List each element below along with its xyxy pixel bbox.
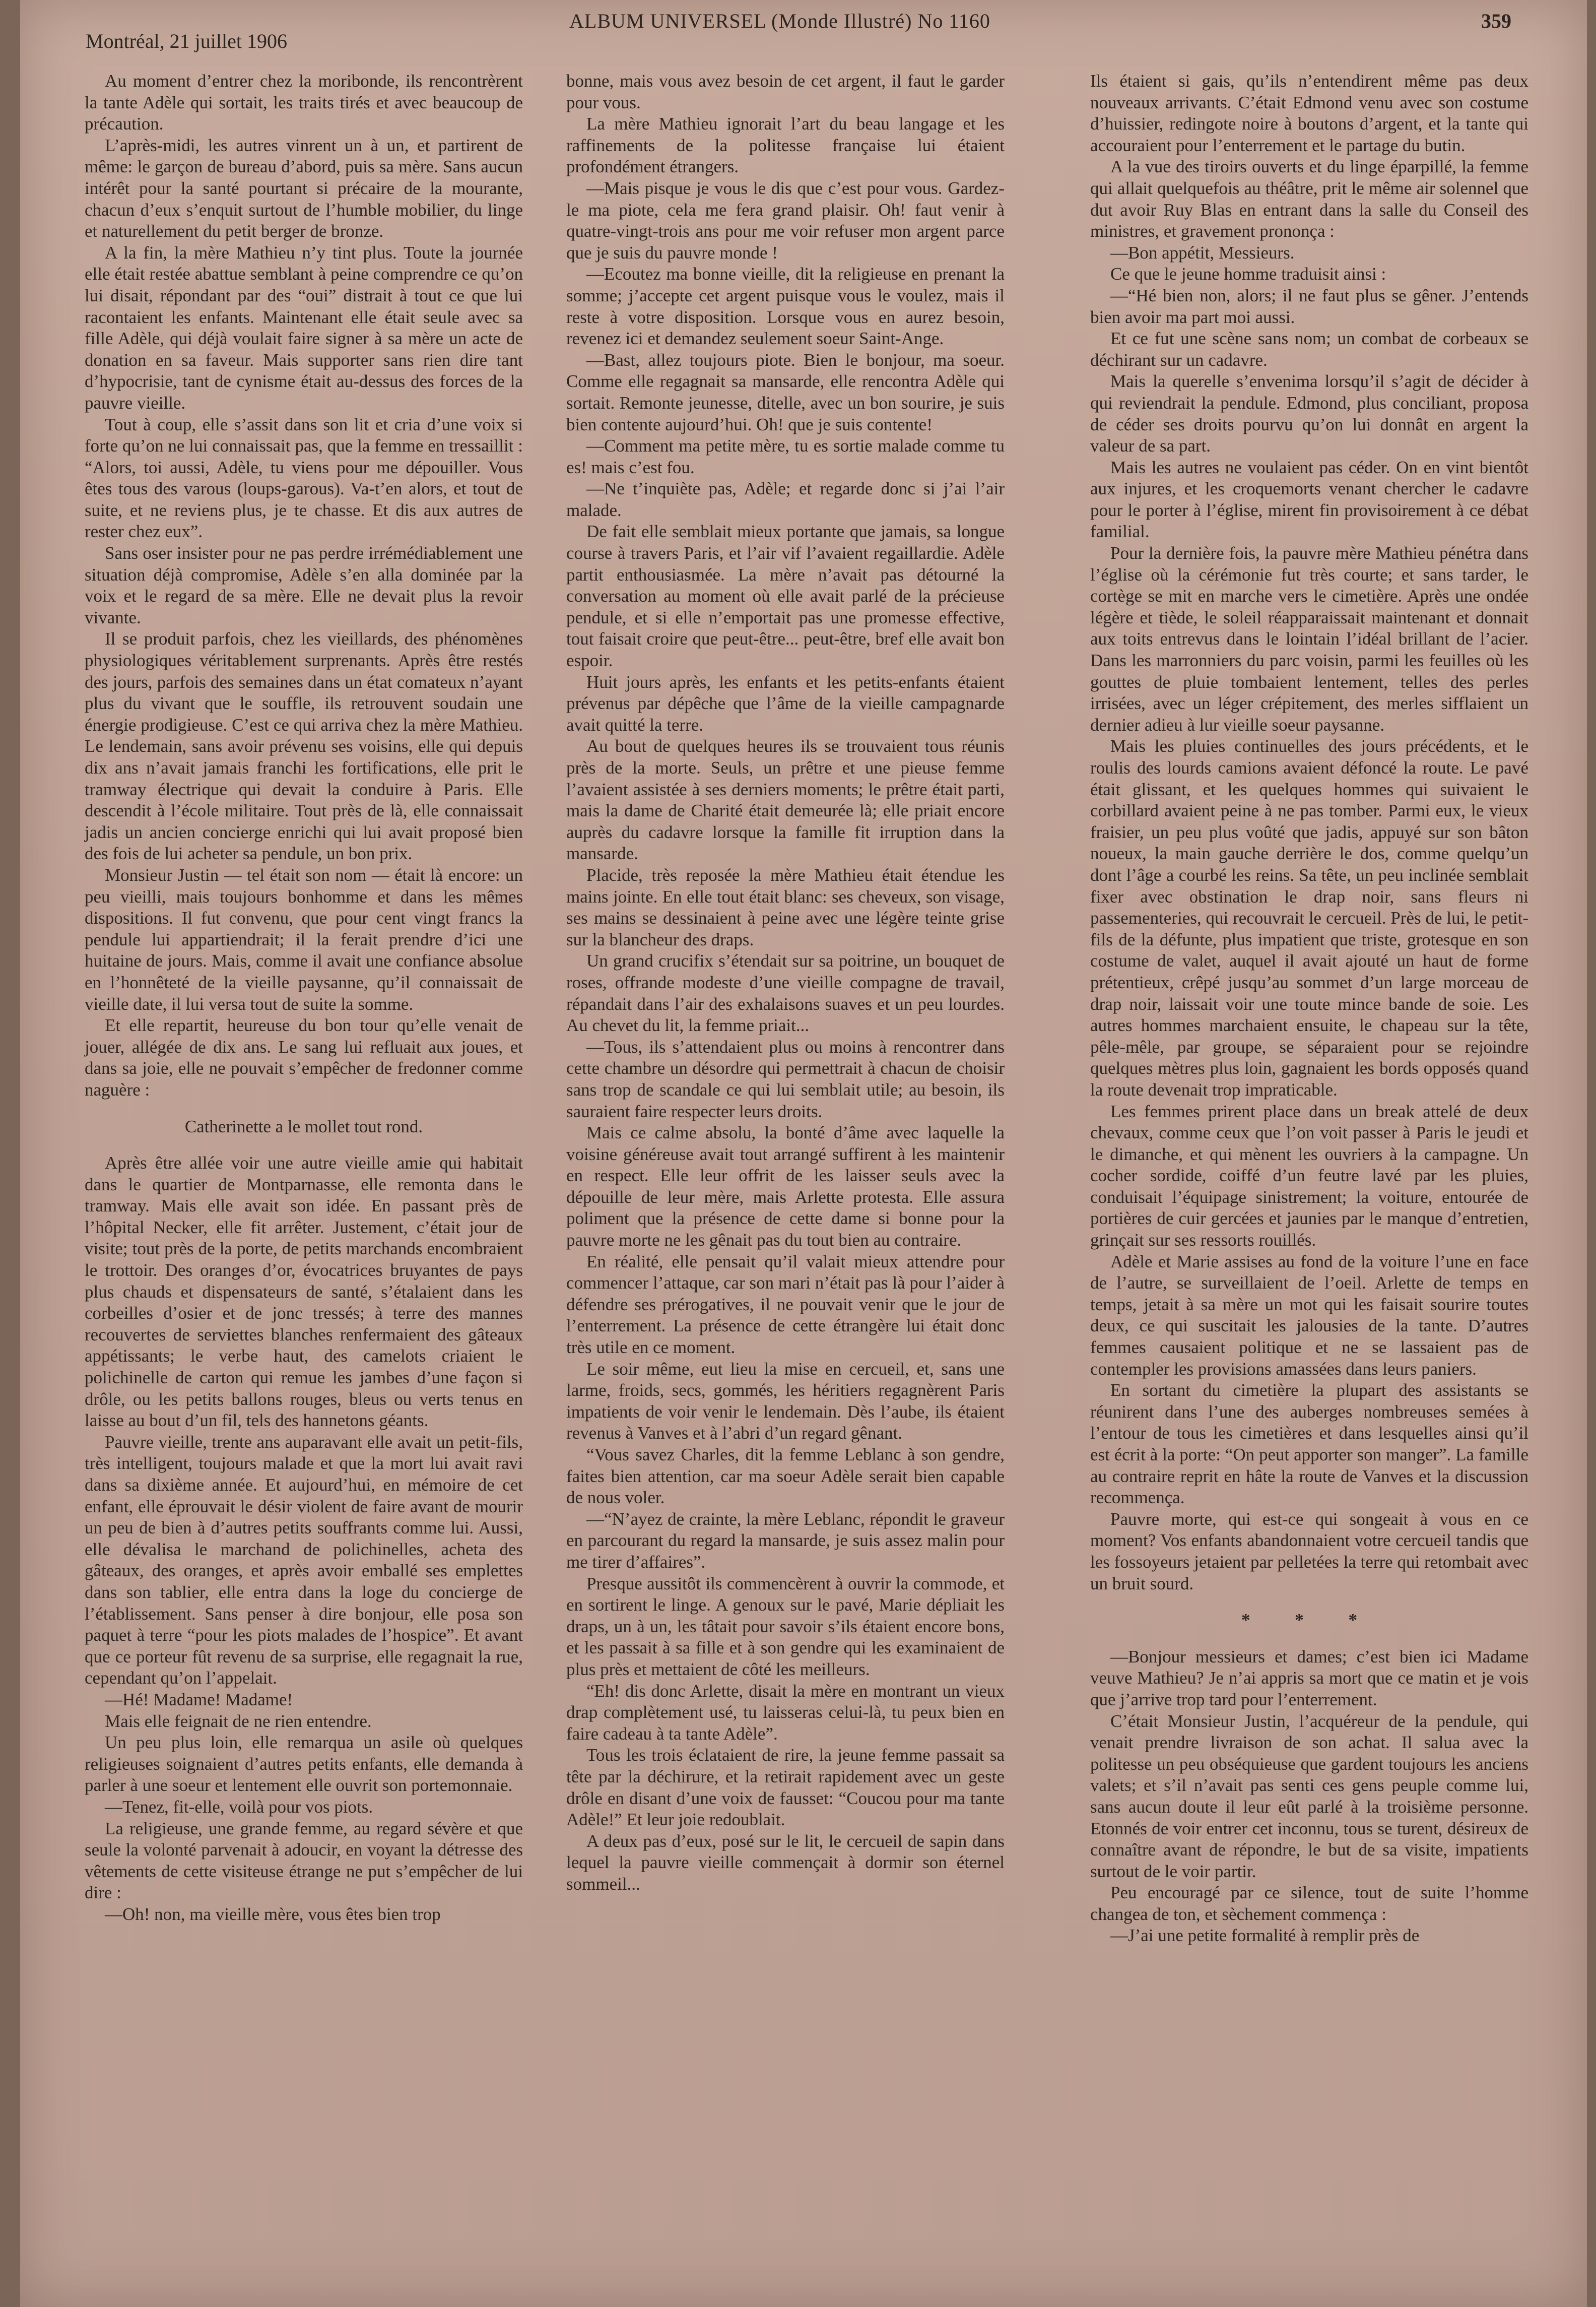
paragraph: Mais elle feignait de ne rien entendre.: [105, 1711, 372, 1731]
paragraph: Presque aussitôt ils commencèrent à ouvrir la commode, et en sortirent le linge. A genoux sur le pavé, Marie dépliait les draps, un à un, les tâtait pour savoir s’ils étaient encore bons, et les passait à sa fille et à son gendre qui les examinaient de plus près et mettaient de côté les meilleurs.: [566, 1573, 1005, 1679]
paragraph: A la vue des tiroirs ouverts et du linge éparpillé, la femme qui allait quelquefois au théâtre, prit le même air solennel que dut avoir Ruy Blas en entrant dans la salle du Conseil des ministres, et gravement prononça :: [1090, 157, 1528, 241]
text-column-3: [1090, 71, 1528, 1947]
paragraph: A la fin, la mère Mathieu n’y tint plus. Toute la journée elle était restée abattue semblant à peine comprendre ce qu’on lui disait, répondant par des “oui” distrait à tout ce que lui racontaient les enfants. Maintenant elle était seule avec sa fille Adèle, qui déjà voulait faire signer à sa mère un acte de donation en sa faveur. Mais supporter sans rien dire tant d’hypocrisie, tant de cynisme était au-dessus des forces de la pauvre vieille.: [85, 242, 523, 413]
paragraph: Et ce fut une scène sans nom; un combat de corbeaux se déchirant sur un cadavre.: [1090, 329, 1528, 370]
paragraph: —Hé! Madame! Madame!: [105, 1689, 293, 1709]
paragraph: Mais les autres ne voulaient pas céder. On en vint bientôt aux injures, et les croquemorts venant chercher le cadavre pour le porter à l’église, mirent fin provisoirement à ce débat familial.: [1090, 457, 1528, 542]
paragraph: Ce que le jeune homme traduisit ainsi :: [1110, 264, 1386, 284]
paragraph: Un grand crucifix s’étendait sur sa poitrine, un bouquet de roses, offrande modeste d’une vieille compagne de travail, répandait dans l’air des exhalaisons suaves et un peu lourdes. Au chevet du lit, la femme priait...: [566, 951, 1005, 1036]
paragraph: Adèle et Marie assises au fond de la voiture l’une en face de l’autre, se surveillaient de l’oeil. Arlette de temps en temps, jetait à sa mère un mot qui les faisait sourire toutes deux, ce qui suscitait les jalousies de la tante. D’autres femmes causaient politique et ne se lassaient pas de contempler les provisions amassées dans leurs paniers.: [1090, 1251, 1528, 1379]
paragraph: —Oh! non, ma vieille mère, vous êtes bien trop: [105, 1904, 441, 1924]
paragraph: —“Hé bien non, alors; il ne faut plus se gêner. J’entends bien avoir ma part moi aussi.: [1090, 285, 1528, 327]
paragraph: —Mais pisque je vous le dis que c’est pour vous. Gardez-le ma piote, cela me fera grand plaisir. Oh! faut venir à quatre-vingt-trois ans pour me voir refuser mon argent parce que je suis du pauvre monde !: [566, 178, 1005, 263]
verse-line: Catherinette a le mollet tout rond.: [184, 1116, 423, 1136]
paragraph: Pour la dernière fois, la pauvre mère Mathieu pénétra dans l’église où la cérémonie fut très courte; et sans tarder, le cortège se mit en marche vers le cimetière. Après une ondée légère et tiède, le soleil réapparaissait maintenant et donnait aux toits entrevus dans le lointain l’idéal brillant de l’acier. Dans les marronniers du parc voisin, parmi les feuilles où les gouttes de pluie tombaient lentement, telles des perles irrisées, avec un léger crépitement, des merles sifflaient un dernier adieu à lur vieille soeur paysanne.: [1090, 543, 1528, 735]
paragraph: —“N’ayez de crainte, la mère Leblanc, répondit le graveur en parcourant du regard la mansarde, je suis assez malin pour me tirer d’affaires”.: [566, 1509, 1005, 1572]
paragraph: Les femmes prirent place dans un break attelé de deux chevaux, comme ceux que l’on voit passer à Paris le jeudi et le dimanche, et qui mènent les ouvriers à la campagne. Un cocher sordide, coiffé d’un feutre lavé par les pluies, conduisait l’équipage sinistrement; la voiture, entourée de portières de cuir gercées et jaunies par le manque d’entretien, grinçait sur ses ressorts rouillés.: [1090, 1101, 1528, 1250]
paragraph: Et elle repartit, heureuse du bon tour qu’elle venait de jouer, allégée de dix ans. Le sang lui refluait aux joues, et dans sa joie, elle ne pouvait s’empêcher de fredonner comme naguère :: [85, 1015, 523, 1100]
paragraph: En réalité, elle pensait qu’il valait mieux attendre pour commencer l’attaque, car son mari n’était pas là pour l’aider à défendre ses prérogatives, il ne pouvait venir que le jour de l’enterrement. La présence de cette étrangère lui était donc très utile en ce moment.: [566, 1251, 1005, 1358]
paragraph: L’après-midi, les autres vinrent un à un, et partirent de même: le garçon de bureau d’abord, puis sa mère. Sans aucun intérêt pour la santé pourtant si précaire de la mourante, chacun d’eux s’enquit surtout de l’humble mobilier, du linge et naturellement du petit berger de bronze.: [85, 135, 523, 241]
paragraph: Pauvre morte, qui est-ce qui songeait à vous en ce moment? Vos enfants abandonnaient votre cercueil tandis que les fossoyeurs jetaient par pelletées la terre qui retombait avec un bruit sourd.: [1090, 1509, 1528, 1593]
paragraph: —Bonjour messieurs et dames; c’est bien ici Madame veuve Mathieu? Je n’ai appris sa mort que ce matin et je vois que j’arrive trop tard pour l’enterrement.: [1090, 1646, 1528, 1709]
header-title: ALBUM UNIVERSEL (Monde Illustré) No 1160: [569, 10, 990, 32]
paragraph: C’était Monsieur Justin, l’acquéreur de la pendule, qui venait prendre livraison de son achat. Il salua avec la politesse un peu obséquieuse que gardent toujours les anciens valets; et s’il n’avait pas senti ces gens peuple comme lui, sans aucun doute il leur eût parlé à la troisième personne. Etonnés de voir entrer cet inconnu, tous se turent, désireux de connaître avant de répondre, le but de sa visite, impatients surtout de le voir partir.: [1090, 1711, 1528, 1881]
paragraph: —Tenez, fit-elle, voilà pour vos piots.: [105, 1797, 373, 1817]
paragraph: Après être allée voir une autre vieille amie qui habitait dans le quartier de Montparnasse, elle remonta dans le tramway. Mais elle avait son idée. En passant près de l’hôpital Necker, elle fit arrêter. Justement, c’était jour de visite; tout près de la porte, de petits marchands encombraient le trottoir. Des oranges d’or, évocatrices bruyantes de pays plus chauds et dispensateurs de santé, s’étalaient dans les corbeilles d’osier et de jonc tressés; à terre des mannes recouvertes de serviettes blanches renfermaient des gâteaux appétissants; le verbe haut, des camelots criaient le polichinelle de carton qui remue les jambes d’une façon si drôle, ou les petits ballons rouges, bleus ou verts tenus en laisse au bout d’un fil, tels des hannetons géants.: [85, 1153, 523, 1431]
paragraph: Au bout de quelques heures ils se trouvaient tous réunis près de la morte. Seuls, un prêtre et une pieuse femme l’avaient assistée à ses derniers moments; le prêtre était parti, mais la dame de Charité était demeurée là; elle priait encore auprès du cadavre lorsque la famille fit irruption dans la mansarde.: [566, 736, 1005, 864]
paragraph: —J’ai une petite formalité à remplir près de: [1110, 1926, 1420, 1946]
section-separator: * * *: [1241, 1610, 1377, 1630]
paragraph: Pauvre vieille, trente ans auparavant elle avait un petit-fils, très intelligent, toujours malade et que la mort lui avait ravi dans sa dixième année. Et aujourd’hui, en mémoire de cet enfant, elle éprouvait le désir violent de faire avant de mourir un peu de bien à d’autres petits souffrants comme lui. Aussi, elle dévalisa le marchand de polichinelles, acheta des gâteaux, des oranges, et après avoir emballé ses emplettes dans son tablier, elle entra dans la loge du concierge de l’établissement. Sans penser à dire bonjour, elle posa son paquet à terre “pour les piots malades de l’hospice”. Et avant que ce porteur fût revenu de sa surprise, elle regagnait la rue, cependant qu’on l’appelait.: [85, 1432, 523, 1688]
paragraph: Placide, très reposée la mère Mathieu était étendue les mains jointe. En elle tout était blanc: ses cheveux, son visage, ses mains se dessinaient à peine avec une légère teinte grise sur la blancheur des draps.: [566, 865, 1005, 949]
paragraph: En sortant du cimetière la plupart des assistants se réunirent dans l’une des auberges nombreuses semées à l’entour de tous les cimetières et dans lesquelles ainsi qu’il est écrit à la porte: “On peut apporter son manger”. La famille au contraire reprit en hâte la route de Vanves et la discussion recommença.: [1090, 1380, 1528, 1508]
paragraph: Mais ce calme absolu, la bonté d’âme avec laquelle la voisine généreuse avait tout arrangé suffirent à les maintenir en respect. Elle leur offrit de les laisser seuls avec la dépouille de leur mère, mais Arlette protesta. Elle assura poliment que la présence de cette dame si bonne pour la pauvre morte ne les gênait pas du tout bien au contraire.: [566, 1123, 1005, 1250]
newspaper-page: [20, 0, 1587, 2307]
paragraph: A deux pas d’eux, posé sur le lit, le cercueil de sapin dans lequel la pauvre vieille commençait à dormir son éternel sommeil...: [566, 1831, 1005, 1894]
paragraph: —Ne t’inquiète pas, Adèle; et regarde donc si j’ai l’air malade.: [566, 479, 1005, 520]
paragraph: “Eh! dis donc Arlette, disait la mère en montrant un vieux drap complètement usé, tu laisseras celui-là, tu peux bien en faire cadeau à ta tante Adèle”.: [566, 1681, 1005, 1744]
paragraph: bonne, mais vous avez besoin de cet argent, il faut le garder pour vous.: [566, 71, 1005, 112]
paragraph: —Ecoutez ma bonne vieille, dit la religieuse en prenant la somme; j’accepte cet argent puisque vous le voulez, mais il reste à votre disposition. Lorsque vous en aurez besoin, revenez ici et demandez seulement soeur Saint-Ange.: [566, 264, 1005, 349]
paragraph: Sans oser insister pour ne pas perdre irrémédiablement une situation déjà compromise, Adèle s’en alla dominée par la voix et le regard de sa mère. Elle ne devait plus la revoir vivante.: [85, 543, 523, 627]
text-column-1: [85, 71, 523, 1925]
paragraph: Monsieur Justin — tel était son nom — était là encore: un peu vieilli, mais toujours bonhomme et dans les mêmes dispositions. Il fut convenu, que pour cent vingt francs la pendule lui appartiendrait; il la ferait prendre d’ici une huitaine de jours. Mais, comme il avait une confiance absolue en l’honnêteté de la vieille paysanne, qu’il connaissait de vieille date, il lui versa tout de suite la somme.: [85, 865, 523, 1014]
paragraph: La religieuse, une grande femme, au regard sévère et que seule la volonté parvenait à adoucir, en voyant la détresse des vêtements de cette visiteuse étrange ne put s’empêcher de lui dire :: [85, 1818, 523, 1903]
paragraph: Le soir même, eut lieu la mise en cercueil, et, sans une larme, froids, secs, gommés, les héritiers regagnèrent Paris impatients de voir venir le lendemain. Dès l’aube, ils étaient revenus à Vanves et à l’abri d’un regard gênant.: [566, 1359, 1005, 1443]
paragraph: Au moment d’entrer chez la moribonde, ils rencontrèrent la tante Adèle qui sortait, les traits tirés et avec beaucoup de précaution.: [85, 71, 523, 134]
paragraph: De fait elle semblait mieux portante que jamais, sa longue course à travers Paris, et l’air vif l’avaient regaillardie. Adèle partit enthousiasmée. La mère n’avait pas détourné la conversation au moment où elle avait parlé de la précieuse pendule, et si elle n’emportait pas une promesse effective, tout faisait croire que peut-être... peut-être, bref elle avait bon espoir.: [566, 522, 1005, 671]
paragraph: “Vous savez Charles, dit la femme Leblanc à son gendre, faites bien attention, car ma soeur Adèle serait bien capable de nous voler.: [566, 1445, 1005, 1508]
paragraph: Tout à coup, elle s’assit dans son lit et cria d’une voix si forte qu’on ne lui connaissait pas, que la femme en tressaillit : “Alors, toi aussi, Adèle, tu viens pour me dépouiller. Vous êtes tous des varous (loups-garous). Va-t’en alors, et tout de suite, et ne reviens plus, je te chasse. Et dis aux autres de rester chez eux”.: [85, 414, 523, 542]
page-number: 359: [1481, 10, 1511, 32]
paragraph: —Bon appétit, Messieurs.: [1110, 242, 1295, 263]
paragraph: La mère Mathieu ignorait l’art du beau langage et les raffinements de la politesse française lui étaient profondément étrangers.: [566, 114, 1005, 177]
paragraph: Un peu plus loin, elle remarqua un asile où quelques religieuses soignaient d’autres petits enfants, elle demanda à parler à une soeur et lentement elle ouvrit son portemonnaie.: [85, 1733, 523, 1796]
paragraph: —Comment ma petite mère, tu es sortie malade comme tu es! mais c’est fou.: [566, 436, 1005, 477]
paragraph: Mais la querelle s’envenima lorsqu’il s’agit de décider à qui reviendrait la pendule. Edmond, plus conciliant, proposa de céder ses droits pourvu qu’on lui donnât en argent la valeur de sa part.: [1090, 371, 1528, 456]
paragraph: Huit jours après, les enfants et les petits-enfants étaient prévenus par dépêche que l’âme de la vieille campagnarde avait quitté la terre.: [566, 672, 1005, 735]
paragraph: Peu encouragé par ce silence, tout de suite l’homme changea de ton, et sèchement commença :: [1090, 1883, 1528, 1924]
text-column-2: [566, 71, 1005, 1895]
paragraph: Il se produit parfois, chez les vieillards, des phénomènes physiologiques véritablement surprenants. Après être restés des jours, parfois des semaines dans un état comateux n’ayant plus du vivant que le souffle, ils retrouvent soudain une énergie prodigieuse. C’est ce qui arriva chez la mère Mathieu. Le lendemain, sans avoir prévenu ses voisins, elle qui depuis dix ans n’avait jamais franchi les fortifications, elle prit le tramway électrique qui devait la conduire à Paris. Elle descendit à l’école militaire. Tout près de là, elle connaissait jadis un ancien concierge enrichi qui lui avait proposé bien des fois de lui acheter sa pendule, un bon prix.: [85, 629, 523, 864]
paragraph: Tous les trois éclataient de rire, la jeune femme passait sa tête par la déchirure, et la retirait rapidement avec un geste drôle en disant d’une voix de fausset: “Coucou pour ma tante Adèle!” Et leur joie redoublait.: [566, 1745, 1005, 1830]
page-header: [86, 9, 1511, 65]
paragraph: Mais les pluies continuelles des jours précédents, et le roulis des lourds camions avaient défoncé la route. Le pavé était glissant, et les quelques hommes qui suivaient le corbillard avaient peine à ne pas tomber. Parmi eux, le vieux fraisier, un peu plus voûté que jadis, appuyé sur son bâton noueux, la main gauche derrière le dos, comme quelqu’un dont l’âge a courbé les reins. Sa tête, un peu inclinée semblait fixer avec obstination le drap noir, sans fleurs ni passementeries, qui recouvrait le cercueil. Près de lui, le petit-fils de la défunte, plus impatient que triste, grotesque en son costume de valet, auquel il avait ajouté un haut de forme prétentieux, crêpé jusqu’au sommet d’un large morceau de drap noir, laissait voir une toute mince bande de soie. Les autres hommes marchaient ensuite, le chapeau sur la tête, pêle-mêle, par groupe, se séparaient pour se rejoindre quelques mètres plus loin, gagnaient les bords opposés quand la route devenait trop impraticable.: [1090, 736, 1528, 1100]
header-date: Montréal, 21 juillet 1906: [86, 30, 287, 52]
paragraph: —Bast, allez toujours piote. Bien le bonjour, ma soeur. Comme elle regagnait sa mansarde, elle rencontra Adèle qui sortait. Remonte jeunesse, ditelle, avec un bon sourire, je suis bien contente aujourd’hui. Oh! que je suis contente!: [566, 350, 1005, 434]
paragraph: —Tous, ils s’attendaient plus ou moins à rencontrer dans cette chambre un désordre qui permettrait à chacun de choisir sans trop de scandale ce qui lui semblait utile; au besoin, ils sauraient faire respecter leurs droits.: [566, 1037, 1005, 1121]
paragraph: Ils étaient si gais, qu’ils n’entendirent même pas deux nouveaux arrivants. C’était Edmond venu avec son costume d’huissier, redingote noire à boutons d’argent, et la tante qui accouraient pour l’enterrement et le partage du butin.: [1090, 71, 1528, 155]
